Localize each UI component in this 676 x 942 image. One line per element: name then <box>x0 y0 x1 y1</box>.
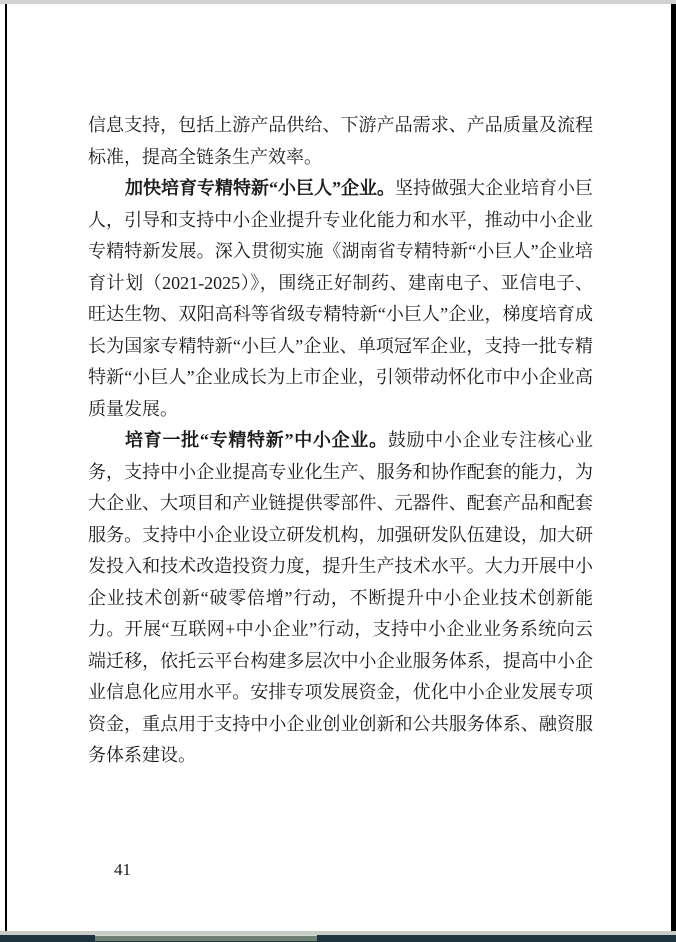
text-line: 大企业、大项目和产业链提供零部件、元器件、配套产品和配套 <box>88 493 593 513</box>
text-line: 业信息化应用水平。安排专项发展资金，优化中小企业发展专项 <box>88 682 593 702</box>
text-line: 质量发展。 <box>88 398 178 419</box>
text-line: 加快培育专精特新“小巨人”企业。坚持做强大企业培育小巨 <box>125 178 593 198</box>
text-line: 特新“小巨人”企业成长为上市企业，引领带动怀化市中小企业高 <box>88 367 593 387</box>
text-line: 企业技术创新“破零倍增”行动，不断提升中小企业技术创新能 <box>88 587 593 608</box>
text-line: 力。开展“互联网+中小企业”行动，支持中小企业业务系统向云 <box>88 619 593 639</box>
text-line: 资金，重点用于支持中小企业创业创新和公共服务体系、融资服 <box>88 713 593 734</box>
text-line: 务体系建设。 <box>88 745 196 765</box>
text-line: 务，支持中小企业提高专业化生产、服务和协作配套的能力，为 <box>88 461 593 482</box>
page-top-edge <box>0 0 676 4</box>
bold-paragraph-lead: 加快培育专精特新“小巨人”企业。 <box>125 178 395 198</box>
page-border-right <box>671 4 676 931</box>
text-line: 人，引导和支持中小企业提升专业化能力和水平，推动中小企业 <box>88 209 593 230</box>
scrollbar-thumb[interactable] <box>95 935 317 941</box>
text-line: 培育一批“专精特新”中小企业。鼓励中小企业专注核心业 <box>125 430 594 450</box>
bold-paragraph-lead: 培育一批“专精特新”中小企业。 <box>125 430 388 450</box>
text-line: 服务。支持中小企业设立研发机构，加强研发队伍建设，加大研 <box>88 524 593 545</box>
horizontal-scrollbar[interactable] <box>0 935 676 942</box>
page-number: 41 <box>114 860 131 879</box>
text-line: 信息支持，包括上游产品供给、下游产品需求、产品质量及流程 <box>88 115 593 135</box>
text-line: 端迁移，依托云平台构建多层次中小企业服务体系，提高中小企 <box>88 650 593 671</box>
text-line: 长为国家专精特新“小巨人”企业、单项冠军企业，支持一批专精 <box>88 335 593 356</box>
text-line: 专精特新发展。深入贯彻实施《湖南省专精特新“小巨人”企业培 <box>88 241 593 261</box>
text-line: 育计划（2021-2025）》，围绕正好制药、建南电子、亚信电子、 <box>88 272 593 293</box>
page-border-left <box>5 4 7 931</box>
document-text-block <box>88 110 593 772</box>
text-line: 标准，提高全链条生产效率。 <box>88 146 322 167</box>
text-line: 旺达生物、双阳高科等省级专精特新“小巨人”企业，梯度培育成 <box>88 304 593 324</box>
text-line: 发投入和技术改造投资力度，提升生产技术水平。大力开展中小 <box>88 556 593 576</box>
